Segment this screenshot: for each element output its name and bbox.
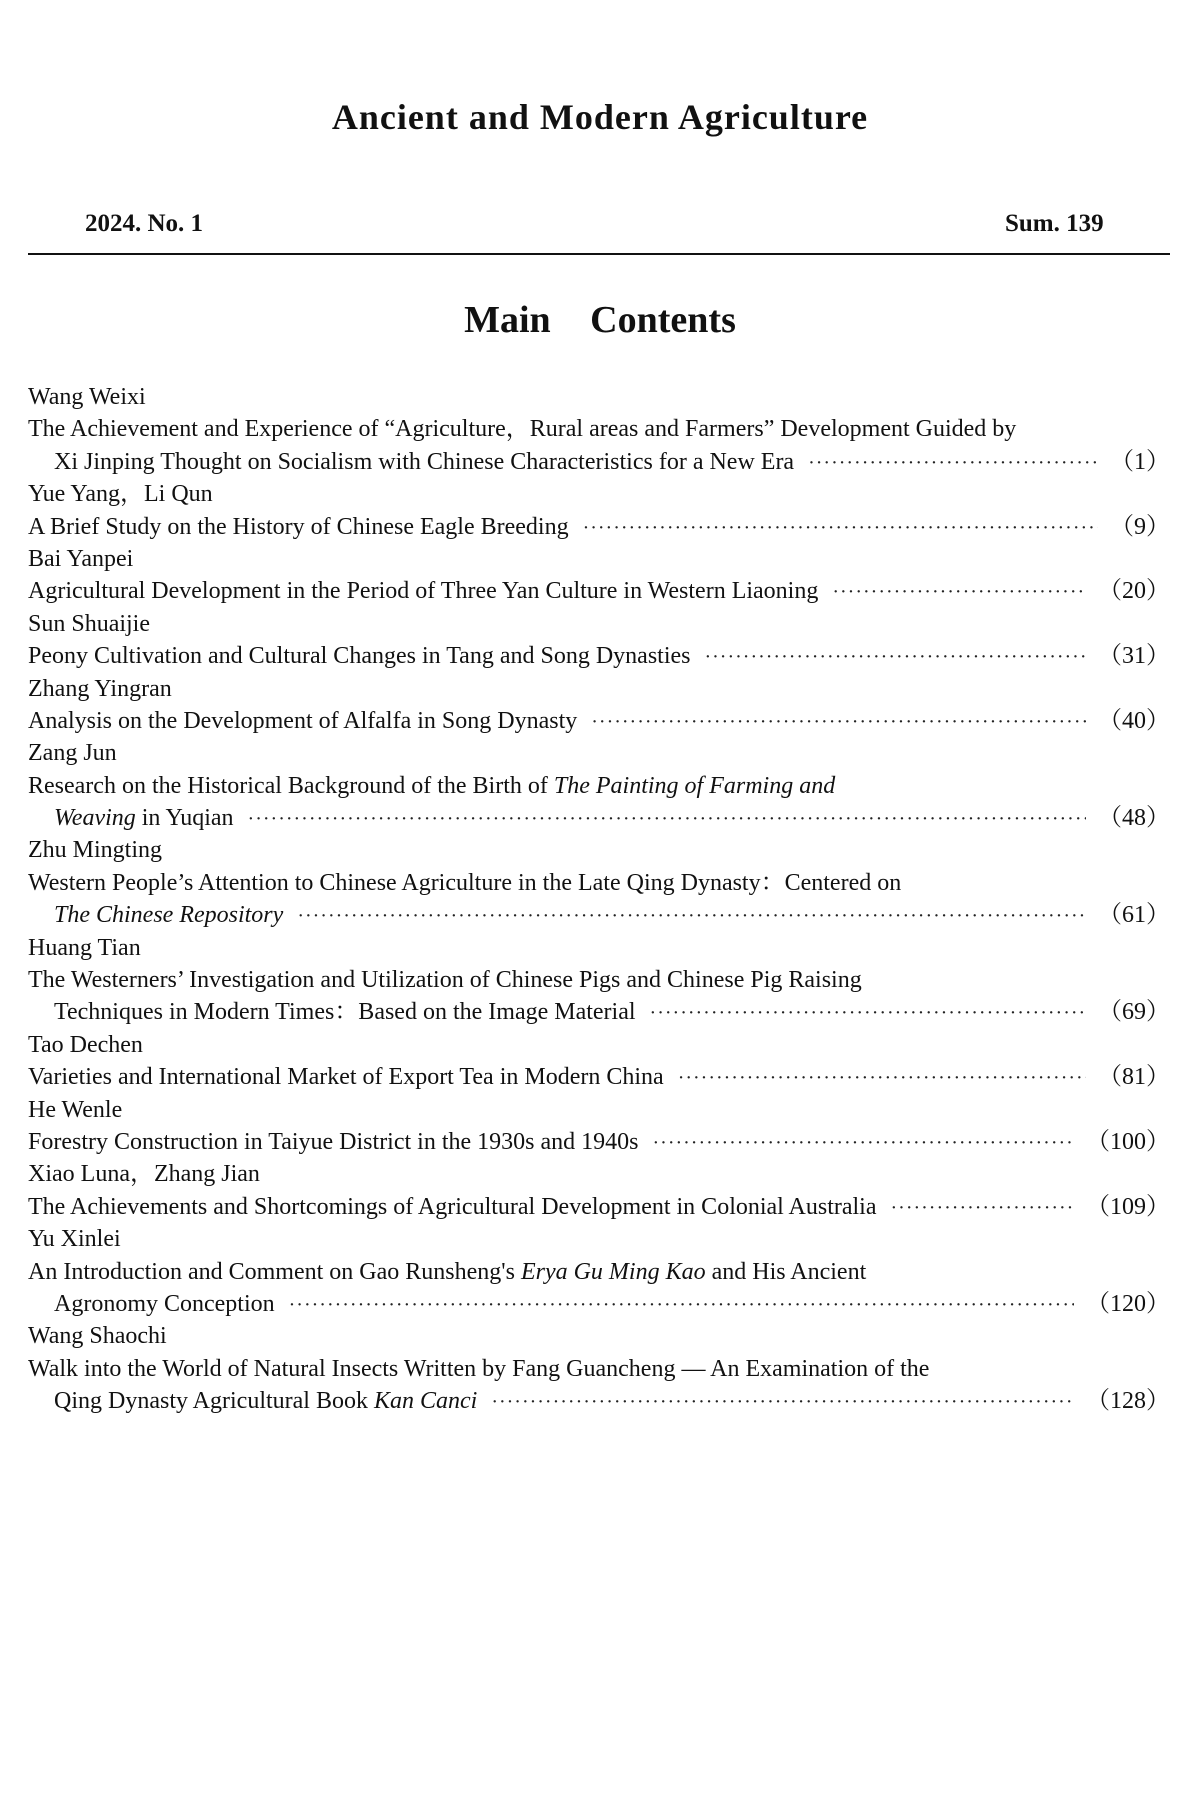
entry-author: Xiao Luna，Zhang Jian: [28, 1161, 260, 1188]
toc-entry: [28, 608, 1170, 673]
entry-title-line: [28, 899, 1170, 931]
entry-title-text: Peony Cultivation and Cultural Changes in Tang and Song Dynasties: [28, 643, 691, 670]
entry-title-text: The Achievement and Experience of “Agriculture，Rural areas and Farmers” Development Guided by: [28, 416, 1017, 443]
entry-title-text: Forestry Construction in Taiyue District in the 1930s and 1940s: [28, 1128, 639, 1155]
entry-title-text: Xi Jinping Thought on Socialism with Chinese Characteristics for a New Era: [54, 448, 795, 475]
dot-leader: [297, 900, 1086, 932]
entry-title-line: [28, 446, 1170, 478]
toc-entry: [28, 834, 1170, 931]
dot-leader: [591, 706, 1086, 738]
entry-title-text: in Yuqian: [135, 805, 234, 832]
entry-title-text: Western People’s Attention to Chinese Agriculture in the Late Qing Dynasty：Centered on: [28, 869, 902, 896]
dot-leader: [653, 1127, 1075, 1159]
entry-author: Zhu Mingting: [28, 837, 163, 864]
header-divider: [28, 253, 1170, 255]
toc-entry: [28, 1029, 1170, 1094]
entry-author: Wang Weixi: [28, 384, 146, 410]
entry-author: He Wenle: [28, 1096, 123, 1123]
dot-leader: [832, 576, 1086, 608]
entry-page-number: （120）: [1086, 1290, 1170, 1317]
toc-entry: [28, 1223, 1170, 1320]
entry-author: Tao Dechen: [28, 1031, 143, 1058]
entry-page-number: （31）: [1098, 643, 1170, 670]
entry-page-number: （100）: [1086, 1128, 1170, 1155]
contents-title: Main Contents: [464, 299, 736, 341]
entry-title-line: [28, 575, 1170, 607]
toc-entry: [28, 381, 1170, 478]
entry-title-line: [28, 1061, 1170, 1093]
entry-title-line: [28, 640, 1170, 672]
entry-page-number: （109）: [1086, 1193, 1170, 1220]
entry-author: Yue Yang，Li Qun: [28, 481, 213, 508]
toc-entry: [28, 932, 1170, 1029]
entry-page-number: （69）: [1098, 999, 1170, 1026]
toc-entry: [28, 1094, 1170, 1159]
toc-entry: [28, 673, 1170, 738]
entry-title-line: [28, 1385, 1170, 1417]
entry-title-line: [28, 770, 1170, 802]
dot-leader: [704, 641, 1086, 673]
entry-title-text: Agronomy Conception: [54, 1290, 275, 1317]
entry-author: Wang Shaochi: [28, 1323, 167, 1350]
entry-title-text: and His Ancient: [705, 1258, 867, 1285]
toc-entry: [28, 478, 1170, 543]
entry-page-number: （1）: [1110, 448, 1170, 475]
entry-title-text: Qing Dynasty Agricultural Book: [54, 1388, 374, 1415]
toc-entry: [28, 543, 1170, 608]
entry-title-line: [28, 964, 1170, 996]
entry-title-text: Varieties and International Market of Export Tea in Modern China: [28, 1064, 664, 1091]
entry-title-text: A Brief Study on the History of Chinese Eagle Breeding: [28, 513, 569, 540]
entry-title-italic: Weaving: [54, 805, 136, 832]
entry-title-line: [28, 867, 1170, 899]
entry-title-italic: The Chinese Repository: [54, 902, 284, 929]
entry-title-text: Techniques in Modern Times：Based on the Image Material: [54, 999, 636, 1026]
entry-author: Sun Shuaijie: [28, 610, 151, 637]
table-of-contents: [28, 381, 1170, 1418]
dot-leader: [678, 1062, 1086, 1094]
entry-author: Zhang Yingran: [28, 675, 172, 702]
entry-title-italic: Erya Gu Ming Kao: [520, 1258, 706, 1285]
entry-title-text: Analysis on the Development of Alfalfa in Song Dynasty: [28, 707, 578, 734]
journal-title: Ancient and Modern Agriculture: [331, 97, 869, 137]
dot-leader: [289, 1289, 1074, 1321]
entry-author: Yu Xinlei: [28, 1226, 121, 1253]
entry-title-line: [28, 511, 1170, 543]
dot-leader: [891, 1192, 1075, 1224]
toc-entry: [28, 1158, 1170, 1223]
entry-page-number: （40）: [1098, 707, 1170, 734]
sum-number: Sum. 139: [1005, 210, 1104, 237]
toc-entry: [28, 737, 1170, 834]
dot-leader: [491, 1386, 1074, 1418]
entry-title-line: [28, 1191, 1170, 1223]
entry-title-text: Walk into the World of Natural Insects Written by Fang Guancheng — An Examination of the: [28, 1355, 930, 1382]
entry-title-line: [28, 413, 1170, 445]
entry-title-line: [28, 1353, 1170, 1385]
entry-author: Huang Tian: [28, 934, 141, 961]
dot-leader: [650, 997, 1086, 1029]
entry-title-text: The Achievements and Shortcomings of Agricultural Development in Colonial Australia: [28, 1193, 877, 1220]
entry-title-line: [28, 1256, 1170, 1288]
entry-author: Bai Yanpei: [28, 545, 134, 572]
entry-page-number: （20）: [1098, 578, 1170, 605]
toc-entry: [28, 1320, 1170, 1417]
entry-title-line: [28, 802, 1170, 834]
entry-page-number: （128）: [1086, 1388, 1170, 1415]
entry-title-line: [28, 1288, 1170, 1320]
dot-leader: [808, 447, 1098, 479]
entry-page-number: （61）: [1098, 902, 1170, 929]
entry-title-line: [28, 1126, 1170, 1158]
issue-number: 2024. No. 1: [85, 210, 204, 237]
dot-leader: [248, 803, 1086, 835]
entry-title-text: Research on the Historical Background of the Birth of: [28, 772, 554, 799]
entry-title-italic: The Painting of Farming and: [553, 772, 836, 799]
entry-page-number: （9）: [1110, 513, 1170, 540]
entry-page-number: （48）: [1098, 805, 1170, 832]
entry-title-italic: Kan Canci: [373, 1388, 478, 1415]
entry-title-line: [28, 705, 1170, 737]
entry-title-text: The Westerners’ Investigation and Utilization of Chinese Pigs and Chinese Pig Raising: [28, 967, 862, 994]
dot-leader: [583, 512, 1098, 544]
entry-page-number: （81）: [1098, 1064, 1170, 1091]
entry-title-text: An Introduction and Comment on Gao Runsheng's: [28, 1258, 521, 1285]
entry-title-line: [28, 996, 1170, 1028]
entry-title-text: Agricultural Development in the Period of Three Yan Culture in Western Liaoning: [28, 578, 819, 605]
entry-author: Zang Jun: [28, 740, 117, 767]
